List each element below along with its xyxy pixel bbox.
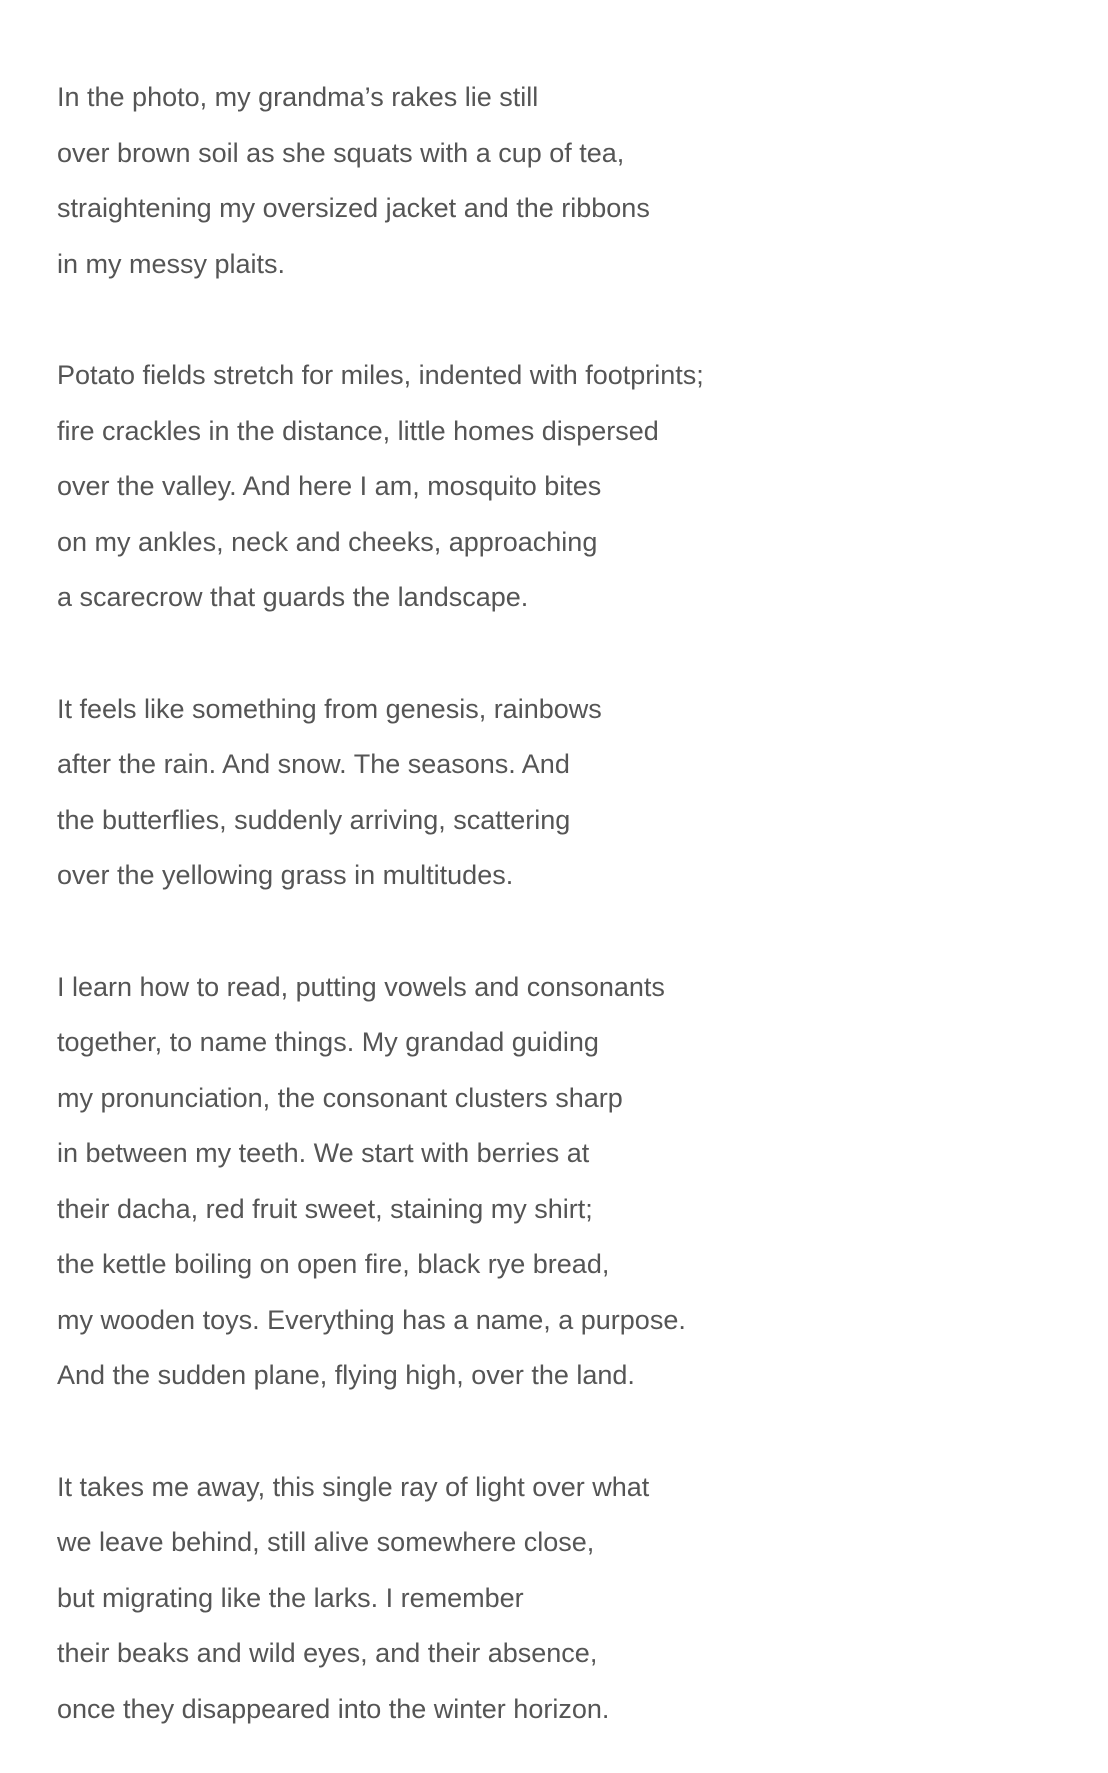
poem-line: fire crackles in the distance, little homes dispersed: [57, 415, 659, 446]
poem-line: after the rain. And snow. The seasons. And: [57, 749, 570, 779]
poem-line: on my ankles, neck and cheeks, approaching: [57, 526, 598, 557]
poem-line: a scarecrow that guards the landscape.: [57, 582, 529, 612]
poem-line: but migrating like the larks. I remember: [57, 1582, 524, 1613]
poem-line: I learn how to read, putting vowels and consonants: [57, 971, 665, 1002]
poem-line: their dacha, red fruit sweet, staining my shirt;: [57, 1193, 593, 1224]
stanza-1: [57, 70, 1057, 292]
poem-line: their beaks and wild eyes, and their absence,: [57, 1638, 598, 1668]
stanza-3: [57, 682, 1057, 904]
poem-line: in my messy plaits.: [57, 248, 286, 279]
stanza-4: [57, 960, 1057, 1404]
poem-line: the butterflies, suddenly arriving, scattering: [57, 804, 571, 835]
poem: [57, 70, 1057, 1737]
poem-line: once they disappeared into the winter horizon.: [57, 1693, 610, 1724]
poem-line: In the photo, my grandma’s rakes lie still: [57, 82, 539, 112]
poem-line: we leave behind, still alive somewhere close,: [57, 1527, 595, 1557]
poem-line: my wooden toys. Everything has a name, a purpose.: [57, 1304, 686, 1335]
poem-line: It takes me away, this single ray of light over what: [57, 1471, 650, 1502]
poem-line: over the valley. And here I am, mosquito bites: [57, 471, 602, 501]
poem-line: my pronunciation, the consonant clusters sharp: [57, 1082, 623, 1113]
poem-line: straightening my oversized jacket and the ribbons: [57, 193, 650, 223]
poem-line: over brown soil as she squats with a cup of tea,: [57, 137, 625, 168]
poem-line: And the sudden plane, flying high, over the land.: [57, 1360, 635, 1390]
poem-line: over the yellowing grass in multitudes.: [57, 860, 514, 890]
stanza-5: [57, 1460, 1057, 1738]
stanza-2: [57, 348, 1057, 626]
poem-line: in between my teeth. We start with berries at: [57, 1138, 590, 1168]
poem-line: together, to name things. My grandad guiding: [57, 1027, 599, 1057]
poem-line: the kettle boiling on open fire, black rye bread,: [57, 1249, 610, 1279]
poem-line: Potato fields stretch for miles, indented with footprints;: [57, 360, 704, 390]
poem-line: It feels like something from genesis, rainbows: [57, 693, 602, 724]
